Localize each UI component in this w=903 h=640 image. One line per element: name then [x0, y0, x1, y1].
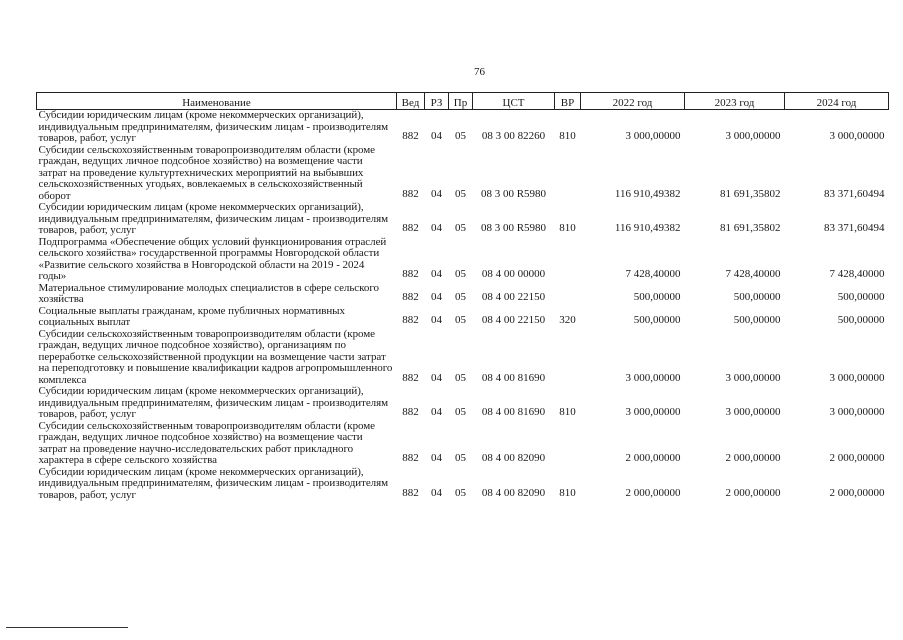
- row-name-cell: Субсидии юридическим лицам (кроме некоммерческих организаций), индивидуальным предпринимателям, физическим лицам - производителям товаров, работ, услуг: [38, 465, 389, 501]
- row-ved-cell: 882: [402, 291, 419, 303]
- row-2024-cell: 2 000,00000: [829, 452, 885, 464]
- row-pr-cell: 05: [455, 130, 466, 142]
- row-name-cell: Субсидии сельскохозяйственным товаропроизводителям области (кроме граждан, ведущих личное подсобное хозяйство), организациям по переработке сельскохозяйственной продукции на возмещение части затрат на переподготовку и повышение квалификации кадров агропромышленного комплекса: [38, 327, 393, 386]
- row-pr-cell: 05: [455, 187, 466, 200]
- column-header-pr: Пр: [449, 93, 473, 110]
- row-2022-cell: 116 910,49382: [614, 187, 681, 200]
- row-name-cell: Субсидии сельскохозяйственным товаропроизводителям области (кроме граждан, ведущих личное подсобное хозяйство) на возмещение части затрат на проведение научно-исследовательских работ прикладного характера в сфере сельского хозяйства: [38, 419, 376, 466]
- row-rz-cell: 04: [431, 291, 442, 303]
- row-2023-cell: 81 691,35802: [720, 187, 781, 200]
- row-2023-cell: 2 000,00000: [725, 486, 781, 499]
- row-2022-cell: 2 000,00000: [625, 452, 681, 464]
- row-2023-cell: 3 000,00000: [725, 130, 781, 142]
- page-number: 76: [474, 66, 485, 78]
- row-name-cell: Субсидии юридическим лицам (кроме некоммерческих организаций), индивидуальным предпринимателям, физическим лицам - производителям товаров, работ, услуг: [38, 385, 389, 420]
- row-ved-cell: 882: [402, 371, 419, 384]
- row-vr-cell: 810: [559, 130, 576, 142]
- row-pr-cell: 05: [455, 371, 466, 384]
- row-2022-cell: 3 000,00000: [625, 406, 681, 418]
- row-2023-cell: 3 000,00000: [725, 406, 781, 418]
- row-ved-cell: 882: [402, 268, 419, 280]
- table-row: [37, 386, 889, 421]
- column-header-vr: ВР: [555, 93, 581, 110]
- column-header-rz: РЗ: [425, 93, 449, 110]
- row-cst-cell: 08 4 00 22150: [481, 314, 546, 326]
- row-rz-cell: 04: [431, 268, 442, 280]
- row-vr-cell: [555, 329, 581, 387]
- row-rz-cell: 04: [431, 314, 442, 326]
- row-vr-cell: 810: [559, 406, 576, 418]
- row-rz-cell: 04: [431, 486, 442, 499]
- table-header-row: [37, 93, 889, 110]
- column-header-ved: Вед: [397, 93, 425, 110]
- row-2022-cell: 500,00000: [633, 291, 681, 303]
- row-cst-cell: 08 3 00 R5980: [480, 187, 547, 200]
- row-name-cell: Субсидии сельскохозяйственным товаропроизводителям области (кроме граждан, ведущих личное подсобное хозяйство) на возмещение части затрат на проведение культуртехнических мероприятий на выбывших сельскохозяйственных угодьях, вовлекаемых в сельскохозяйственный оборот: [38, 143, 376, 202]
- table-row: [37, 237, 889, 283]
- row-2022-cell: 116 910,49382: [614, 222, 681, 234]
- row-vr-cell: 810: [559, 222, 576, 234]
- row-2022-cell: 3 000,00000: [625, 371, 681, 384]
- row-2023-cell: 7 428,40000: [725, 268, 781, 280]
- row-cst-cell: 08 4 00 22150: [481, 291, 546, 303]
- row-vr-cell: [555, 145, 581, 203]
- row-ved-cell: 882: [402, 222, 419, 234]
- footer-rule: [6, 627, 128, 628]
- row-2024-cell: 3 000,00000: [829, 406, 885, 418]
- row-name-cell: Социальные выплаты гражданам, кроме публичных нормативных социальных выплат: [38, 304, 345, 328]
- row-2023-cell: 81 691,35802: [720, 222, 781, 234]
- row-2024-cell: 500,00000: [837, 291, 885, 303]
- row-2024-cell: 83 371,60494: [824, 222, 885, 234]
- row-vr-cell: [555, 237, 581, 283]
- column-header-2022: 2022 год: [581, 93, 685, 110]
- row-ved-cell: 882: [402, 130, 419, 142]
- row-vr-cell: [555, 283, 581, 306]
- row-2024-cell: 83 371,60494: [824, 187, 885, 200]
- row-pr-cell: 05: [455, 291, 466, 303]
- row-ved-cell: 882: [402, 452, 419, 464]
- row-ved-cell: 882: [402, 187, 419, 200]
- row-2023-cell: 3 000,00000: [725, 371, 781, 384]
- row-pr-cell: 05: [455, 314, 466, 326]
- table-row: [37, 145, 889, 203]
- row-vr-cell: 320: [559, 314, 576, 326]
- row-2022-cell: 7 428,40000: [625, 268, 681, 280]
- table-row: [37, 467, 889, 502]
- row-cst-cell: 08 4 00 82090: [481, 486, 546, 499]
- row-2022-cell: 2 000,00000: [625, 486, 681, 499]
- row-pr-cell: 05: [455, 452, 466, 464]
- column-header-2024: 2024 год: [785, 93, 889, 110]
- row-vr-cell: 810: [559, 486, 576, 499]
- column-header-cst: ЦСТ: [473, 93, 555, 110]
- row-2023-cell: 2 000,00000: [725, 452, 781, 464]
- row-2024-cell: 3 000,00000: [829, 130, 885, 142]
- row-pr-cell: 05: [455, 268, 466, 280]
- row-cst-cell: 08 4 00 81690: [481, 371, 546, 384]
- row-cst-cell: 08 3 00 82260: [481, 130, 546, 142]
- table-row: [37, 306, 889, 329]
- row-ved-cell: 882: [402, 314, 419, 326]
- row-cst-cell: 08 4 00 81690: [481, 406, 546, 418]
- table-row: [37, 283, 889, 306]
- table-row: [37, 202, 889, 237]
- row-cst-cell: 08 4 00 82090: [481, 452, 546, 464]
- row-2024-cell: 3 000,00000: [829, 371, 885, 384]
- row-cst-cell: 08 3 00 R5980: [480, 222, 547, 234]
- row-rz-cell: 04: [431, 452, 442, 464]
- row-2022-cell: 3 000,00000: [625, 130, 681, 142]
- row-name-cell: Подпрограмма «Обеспечение общих условий функционирования отраслей сельского хозяйства» государственной программы Новгородской области «Развитие сельского хозяйства в Новгородской области на 2019 - 2024 годы»: [38, 235, 387, 282]
- row-2024-cell: 2 000,00000: [829, 486, 885, 499]
- row-name-cell: Субсидии юридическим лицам (кроме некоммерческих организаций), индивидуальным предпринимателям, физическим лицам - производителям товаров, работ, услуг: [38, 201, 389, 236]
- row-vr-cell: [555, 421, 581, 467]
- row-rz-cell: 04: [431, 406, 442, 418]
- column-header-name: Наименование: [37, 93, 397, 110]
- table-row: [37, 329, 889, 387]
- row-2022-cell: 500,00000: [633, 314, 681, 326]
- column-header-2023: 2023 год: [685, 93, 785, 110]
- row-ved-cell: 882: [402, 406, 419, 418]
- row-rz-cell: 04: [431, 222, 442, 234]
- row-rz-cell: 04: [431, 371, 442, 384]
- row-cst-cell: 08 4 00 00000: [481, 268, 546, 280]
- budget-table: [36, 92, 889, 501]
- row-name-cell: Субсидии юридическим лицам (кроме некоммерческих организаций), индивидуальным предпринимателям, физическим лицам - производителям товаров, работ, услуг: [38, 109, 389, 144]
- row-2024-cell: 500,00000: [837, 314, 885, 326]
- row-2023-cell: 500,00000: [733, 291, 781, 303]
- table-row: [37, 110, 889, 145]
- row-2023-cell: 500,00000: [733, 314, 781, 326]
- row-pr-cell: 05: [455, 406, 466, 418]
- row-2024-cell: 7 428,40000: [829, 268, 885, 280]
- row-ved-cell: 882: [402, 486, 419, 499]
- table-row: [37, 421, 889, 467]
- row-rz-cell: 04: [431, 130, 442, 142]
- table-body: [37, 110, 889, 502]
- row-pr-cell: 05: [455, 222, 466, 234]
- row-pr-cell: 05: [455, 486, 466, 499]
- row-name-cell: Материальное стимулирование молодых специалистов в сфере сельского хозяйства: [38, 281, 379, 305]
- row-rz-cell: 04: [431, 187, 442, 200]
